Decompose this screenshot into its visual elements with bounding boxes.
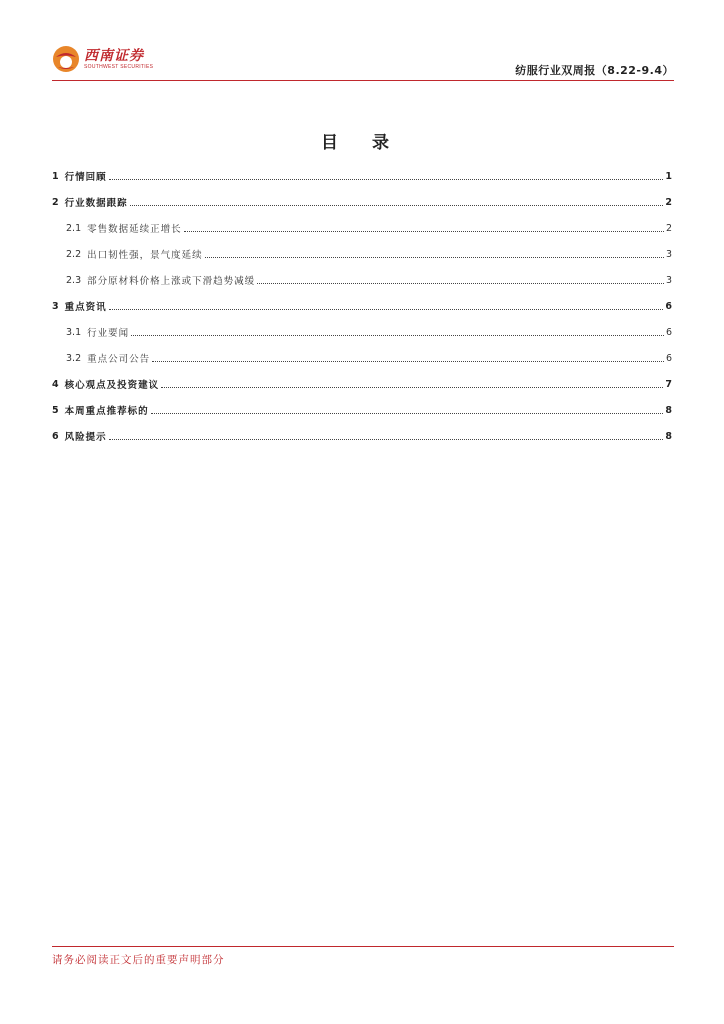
- toc-entry-title: 行业数据跟踪: [64, 198, 128, 209]
- toc-entry-title: 零售数据延续正增长: [87, 224, 182, 235]
- toc-entry-number: 3.1: [66, 326, 82, 338]
- report-title: 纺服行业双周报（8.22-9.4）: [515, 64, 674, 77]
- toc-dot-leader: [109, 309, 664, 310]
- toc-entry-number: 5: [52, 404, 59, 416]
- logo-english-name: SOUTHWEST SECURITIES: [84, 63, 154, 70]
- toc-dot-leader: [151, 413, 664, 414]
- toc-dot-leader: [109, 439, 664, 440]
- toc-entry-title: 部分原材料价格上涨或下滑趋势减缓: [87, 276, 256, 287]
- toc-dot-leader: [205, 257, 664, 258]
- toc-entry[interactable]: [52, 163, 672, 189]
- toc-entry-page: 1: [665, 170, 672, 182]
- toc-entry-title: 本周重点推荐标的: [64, 406, 149, 417]
- toc-entry-page: 6: [665, 326, 672, 338]
- footer-disclaimer: 请务必阅读正文后的重要声明部分: [52, 954, 225, 966]
- toc-entry-page: 6: [665, 300, 672, 312]
- toc-dot-leader: [152, 361, 664, 362]
- toc-entry[interactable]: [52, 293, 672, 319]
- toc-entry[interactable]: [52, 371, 672, 397]
- toc-entry-page: 6: [665, 352, 672, 364]
- toc-entry-title: 重点公司公告: [87, 354, 151, 365]
- toc-entry-title: 重点资讯: [64, 302, 107, 313]
- toc-entry-page: 2: [665, 222, 672, 234]
- toc-dot-leader: [257, 283, 664, 284]
- toc-entry[interactable]: [52, 397, 672, 423]
- toc-entry-number: 2.1: [66, 222, 82, 234]
- toc-entry-page: 2: [665, 196, 672, 208]
- toc-entry[interactable]: [52, 189, 672, 215]
- table-of-contents: [52, 163, 672, 449]
- toc-entry-title: 核心观点及投资建议: [64, 380, 160, 391]
- toc-entry-page: 3: [665, 274, 672, 286]
- toc-dot-leader: [184, 231, 664, 232]
- toc-entry[interactable]: [52, 241, 672, 267]
- toc-entry[interactable]: [52, 423, 672, 449]
- toc-entry-number: 3: [52, 300, 59, 312]
- company-logo: [52, 42, 153, 76]
- toc-entry-page: 8: [665, 430, 672, 442]
- footer-divider: [52, 946, 674, 947]
- toc-dot-leader: [131, 335, 664, 336]
- toc-dot-leader: [130, 205, 664, 206]
- logo-chinese-name: 西南证券: [84, 47, 144, 64]
- toc-entry-page: 3: [665, 248, 672, 260]
- toc-entry-title: 行情回顾: [64, 172, 107, 183]
- toc-entry-page: 8: [665, 404, 672, 416]
- toc-entry-number: 6: [52, 430, 59, 442]
- toc-entry-number: 3.2: [66, 352, 82, 364]
- toc-heading: 目 录: [321, 133, 403, 153]
- page-header: [52, 40, 674, 82]
- toc-entry[interactable]: [52, 319, 672, 345]
- toc-entry-number: 2.3: [66, 274, 82, 286]
- toc-entry-number: 2.2: [66, 248, 82, 260]
- toc-entry-title: 行业要闻: [87, 328, 130, 339]
- toc-entry[interactable]: [52, 345, 672, 371]
- toc-entry-number: 1: [52, 170, 59, 182]
- southwest-securities-logo-icon: [52, 45, 80, 73]
- toc-entry-title: 出口韧性强，景气度延续: [87, 250, 203, 261]
- toc-entry-title: 风险提示: [64, 432, 107, 443]
- toc-dot-leader: [109, 179, 664, 180]
- toc-entry-number: 4: [52, 378, 59, 390]
- toc-entry[interactable]: [52, 215, 672, 241]
- toc-entry-number: 2: [52, 196, 59, 208]
- header-divider: [52, 80, 674, 81]
- toc-entry-page: 7: [665, 378, 672, 390]
- toc-dot-leader: [161, 387, 663, 388]
- toc-entry[interactable]: [52, 267, 672, 293]
